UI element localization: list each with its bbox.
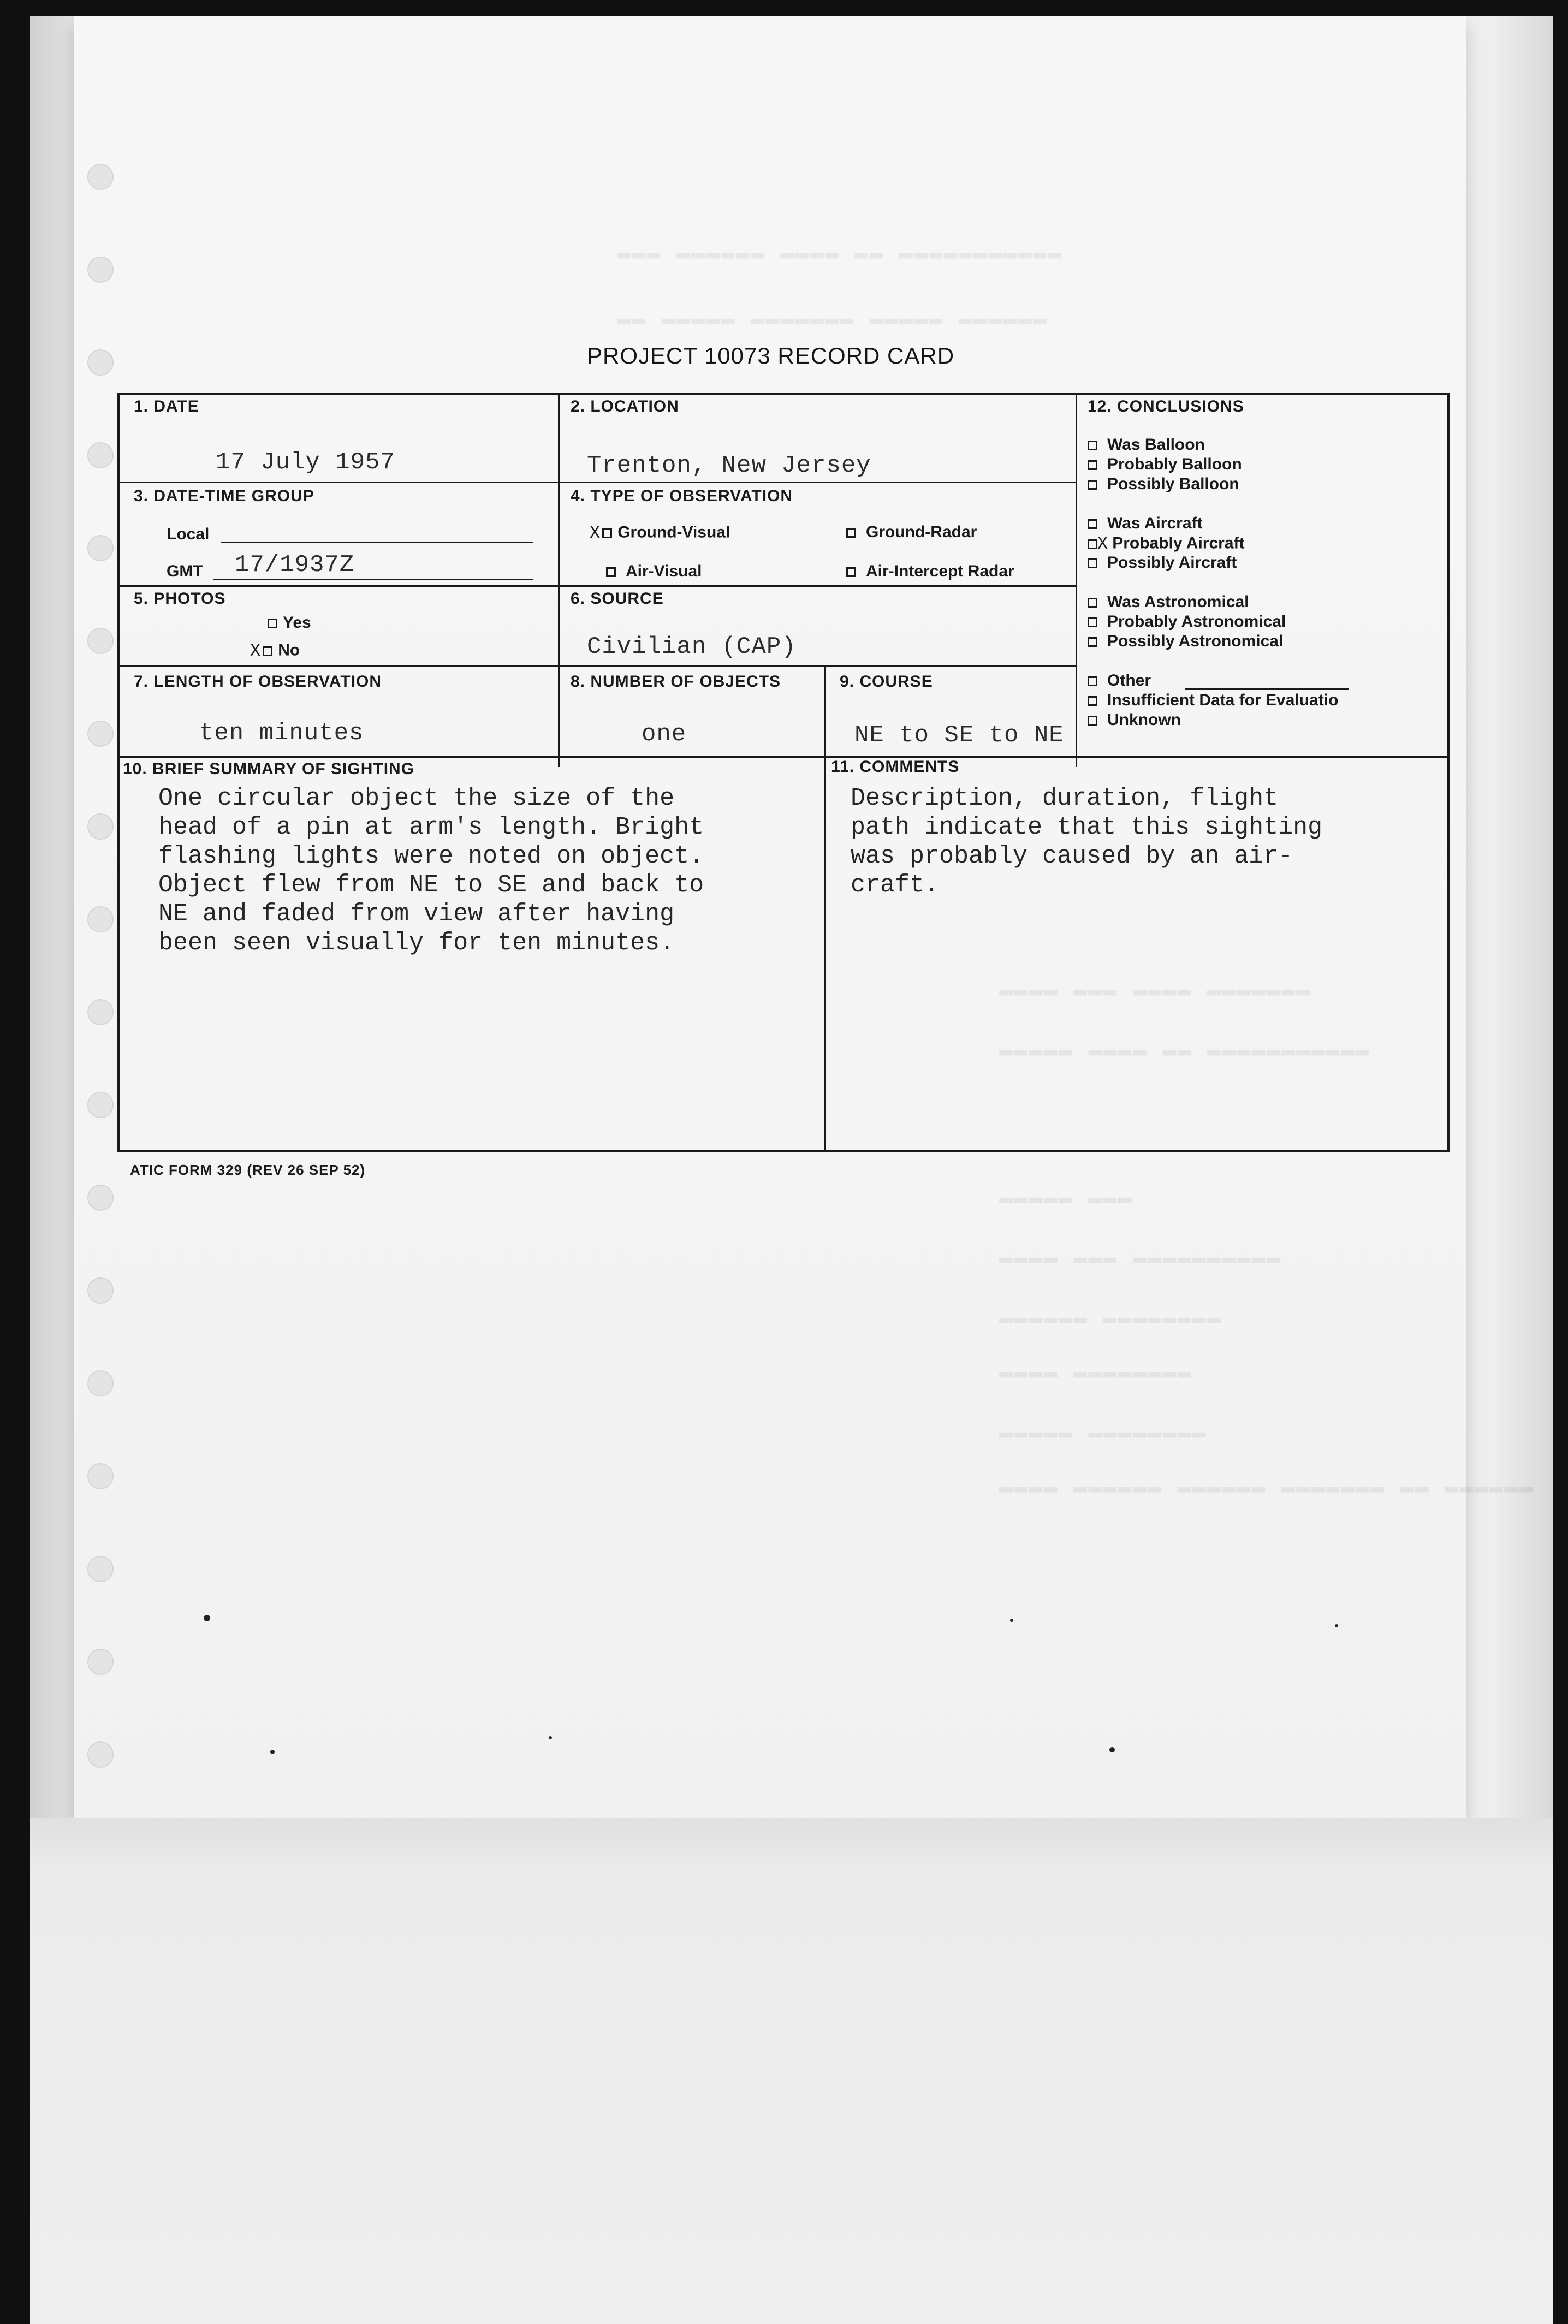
conclusion-item — [1088, 455, 1242, 474]
number-of-objects-value: one — [642, 721, 687, 748]
comments-label: 11. COMMENTS — [831, 758, 960, 776]
course-value: NE to SE to NE — [854, 722, 1064, 749]
checkbox-icon — [1088, 617, 1097, 627]
punch-hole — [87, 349, 114, 376]
conclusion-label: Insufficient Data for Evaluatio — [1107, 691, 1339, 709]
punch-hole — [87, 164, 114, 190]
punch-hole — [87, 1741, 114, 1768]
bleed-through-texture: ▬▬▬▬ ▬▬▬▬▬▬▬▬ — [999, 1359, 1192, 1386]
gmt-label: GMT — [167, 562, 203, 580]
summary-line: One circular object the size of the — [158, 784, 675, 812]
punch-hole — [87, 1277, 114, 1304]
checkbox-icon — [1088, 598, 1097, 608]
dust-speck — [1010, 1619, 1013, 1622]
dust-speck — [270, 1750, 275, 1754]
grid-line — [117, 756, 1450, 758]
comments-line: path indicate that this sighting — [851, 813, 1323, 841]
comments-line: craft. — [851, 871, 940, 899]
checkbox-icon — [846, 567, 856, 577]
punch-hole — [87, 1092, 114, 1118]
local-underline — [221, 542, 533, 543]
dust-speck — [549, 1736, 552, 1739]
punch-hole — [87, 999, 114, 1025]
summary-label: 10. BRIEF SUMMARY OF SIGHTING — [123, 760, 415, 778]
other-underline — [1185, 688, 1349, 690]
checkbox-icon — [1088, 519, 1097, 529]
conclusion-label: Possibly Balloon — [1107, 475, 1239, 493]
checkbox-icon — [263, 646, 272, 656]
conclusion-item — [1088, 514, 1203, 533]
bleed-through-texture: ▬▬▬▬ ▬▬▬ ▬▬▬▬ ▬▬▬▬▬▬▬ — [999, 977, 1311, 1003]
dust-speck — [204, 1615, 210, 1621]
checkbox-icon — [1088, 558, 1097, 568]
location-value: Trenton, New Jersey — [587, 452, 871, 479]
summary-line: head of a pin at arm's length. Bright — [158, 813, 704, 841]
checkbox-icon — [846, 528, 856, 538]
punch-hole — [87, 442, 114, 468]
checkbox-icon — [1088, 480, 1097, 490]
card-title: PROJECT 10073 RECORD CARD — [587, 343, 955, 368]
conclusion-item — [1088, 691, 1448, 710]
air-intercept-radar-label: Air-Intercept Radar — [866, 562, 1014, 580]
conclusion-item — [1088, 593, 1249, 611]
conclusion-label: Probably Balloon — [1107, 455, 1242, 473]
conclusion-label: Was Astronomical — [1107, 593, 1249, 611]
summary-line: Object flew from NE to SE and back to — [158, 871, 704, 899]
length-of-observation-value: ten minutes — [199, 720, 364, 747]
air-visual-label: Air-Visual — [626, 562, 702, 580]
source-label: 6. SOURCE — [571, 590, 664, 608]
grid-line — [558, 665, 560, 767]
lower-page-area — [30, 1818, 1553, 2324]
punch-hole — [87, 721, 114, 747]
photos-no-label: No — [278, 641, 300, 659]
dust-speck — [1335, 1624, 1338, 1627]
form-id: ATIC FORM 329 (REV 26 SEP 52) — [130, 1162, 366, 1178]
bleed-through-texture: ▬▬▬▬▬ ▬▬▬ — [999, 1185, 1133, 1211]
photos-no-mark: X — [250, 641, 261, 661]
conclusion-label: Probably Astronomical — [1107, 613, 1286, 631]
checkbox-icon — [1088, 716, 1097, 726]
conclusion-label: Possibly Astronomical — [1107, 632, 1284, 650]
checkbox-icon — [268, 619, 277, 628]
punch-hole — [87, 813, 114, 840]
ground-visual-option — [590, 523, 730, 543]
photos-no-option — [250, 641, 300, 661]
bleed-through-texture: ▬▬▬▬ ▬▬▬ ▬▬▬▬▬▬▬▬▬▬ — [999, 1245, 1281, 1271]
ground-visual-label: Ground-Visual — [617, 523, 730, 542]
photos-yes-option — [268, 614, 311, 632]
conclusions-label: 12. CONCLUSIONS — [1088, 397, 1244, 415]
conclusion-label: Probably Aircraft — [1112, 534, 1245, 552]
bleed-through-texture: ▬▬▬▬▬▬ ▬▬▬▬▬▬▬▬ — [999, 1305, 1222, 1331]
summary-line: been seen visually for ten minutes. — [158, 929, 675, 957]
ground-radar-option — [846, 523, 977, 542]
number-of-objects-label: 8. NUMBER OF OBJECTS — [571, 673, 781, 691]
punch-hole — [87, 1649, 114, 1675]
checkbox-icon — [1088, 637, 1097, 647]
punch-hole — [87, 1556, 114, 1582]
punch-hole — [87, 257, 114, 283]
conclusion-item — [1088, 554, 1237, 572]
photos-yes-label: Yes — [283, 614, 311, 632]
checkbox-icon — [602, 528, 612, 538]
checkbox-icon — [1088, 539, 1097, 549]
grid-line — [117, 665, 1076, 667]
checkbox-icon — [606, 567, 616, 577]
bleed-through-texture: ▬▬ ▬▬▬▬▬ ▬▬▬▬▬▬▬ ▬▬▬▬▬ ▬▬▬▬▬▬ — [617, 306, 1048, 332]
punch-hole — [87, 1185, 114, 1211]
conclusion-label: Possibly Aircraft — [1107, 554, 1237, 572]
local-label: Local — [167, 525, 210, 543]
date-value: 17 July 1957 — [216, 449, 395, 476]
comments-line: Description, duration, flight — [851, 784, 1279, 812]
conclusion-label: Other — [1107, 671, 1151, 690]
air-visual-option — [606, 562, 702, 581]
summary-line: flashing lights were noted on object. — [158, 842, 704, 870]
conclusion-item — [1088, 671, 1151, 690]
bleed-through-texture: ▬▬▬▬▬ ▬▬▬▬ ▬▬ ▬▬▬▬▬▬▬▬▬▬▬ — [999, 1037, 1371, 1063]
ground-radar-label: Ground-Radar — [866, 523, 977, 541]
summary-text — [158, 784, 704, 958]
grid-line — [117, 585, 1076, 587]
conclusion-label: Was Aircraft — [1107, 514, 1203, 532]
gmt-value: 17/1937Z — [235, 551, 355, 579]
grid-line — [117, 482, 1076, 483]
summary-line: NE and faded from view after having — [158, 900, 675, 928]
punch-hole — [87, 906, 114, 932]
length-of-observation-label: 7. LENGTH OF OBSERVATION — [134, 673, 382, 691]
conclusion-label: Was Balloon — [1107, 436, 1205, 454]
paper-edge-shadow — [30, 16, 74, 1818]
conclusion-item — [1088, 632, 1283, 651]
conclusion-item — [1088, 613, 1286, 631]
comments-text — [851, 784, 1322, 900]
checkbox-icon — [1088, 696, 1097, 706]
photos-label: 5. PHOTOS — [134, 590, 226, 608]
course-label: 9. COURSE — [840, 673, 933, 691]
date-label: 1. DATE — [134, 397, 199, 415]
conclusion-item — [1088, 534, 1245, 554]
bleed-through-texture: ▬▬▬ ▬▬▬▬▬▬ ▬▬▬▬ ▬▬ ▬▬▬▬▬▬▬▬▬▬▬ — [617, 240, 1063, 266]
checkbox-icon — [1088, 460, 1097, 470]
grid-line — [558, 393, 560, 696]
date-time-group-label: 3. DATE-TIME GROUP — [134, 487, 314, 505]
punch-hole — [87, 1370, 114, 1396]
dust-speck — [1109, 1747, 1115, 1752]
checkbox-icon — [1088, 676, 1097, 686]
gmt-underline — [213, 579, 533, 580]
checkbox-icon — [1088, 441, 1097, 450]
conclusion-mark: X — [1097, 534, 1108, 554]
punch-hole — [87, 628, 114, 654]
source-value: Civilian (CAP) — [587, 633, 797, 661]
conclusion-item — [1088, 436, 1205, 454]
air-intercept-radar-option — [846, 562, 1014, 581]
conclusion-item — [1088, 711, 1181, 729]
bleed-through-texture: ▬▬▬▬▬ ▬▬▬▬▬▬▬▬ — [999, 1419, 1207, 1446]
location-label: 2. LOCATION — [571, 397, 679, 415]
comments-line: was probably caused by an air- — [851, 842, 1293, 870]
punch-hole — [87, 1463, 114, 1489]
ground-visual-mark: X — [590, 523, 601, 543]
type-of-observation-label: 4. TYPE OF OBSERVATION — [571, 487, 793, 505]
conclusion-label: Unknown — [1107, 711, 1181, 729]
grid-line — [824, 665, 826, 1152]
grid-line — [1076, 393, 1077, 767]
conclusion-item — [1088, 475, 1239, 494]
punch-hole — [87, 535, 114, 561]
bleed-through-texture: ▬▬▬▬ ▬▬▬▬▬▬ ▬▬▬▬▬▬ ▬▬▬▬▬▬▬ ▬▬ ▬▬▬▬▬▬ — [999, 1474, 1534, 1500]
